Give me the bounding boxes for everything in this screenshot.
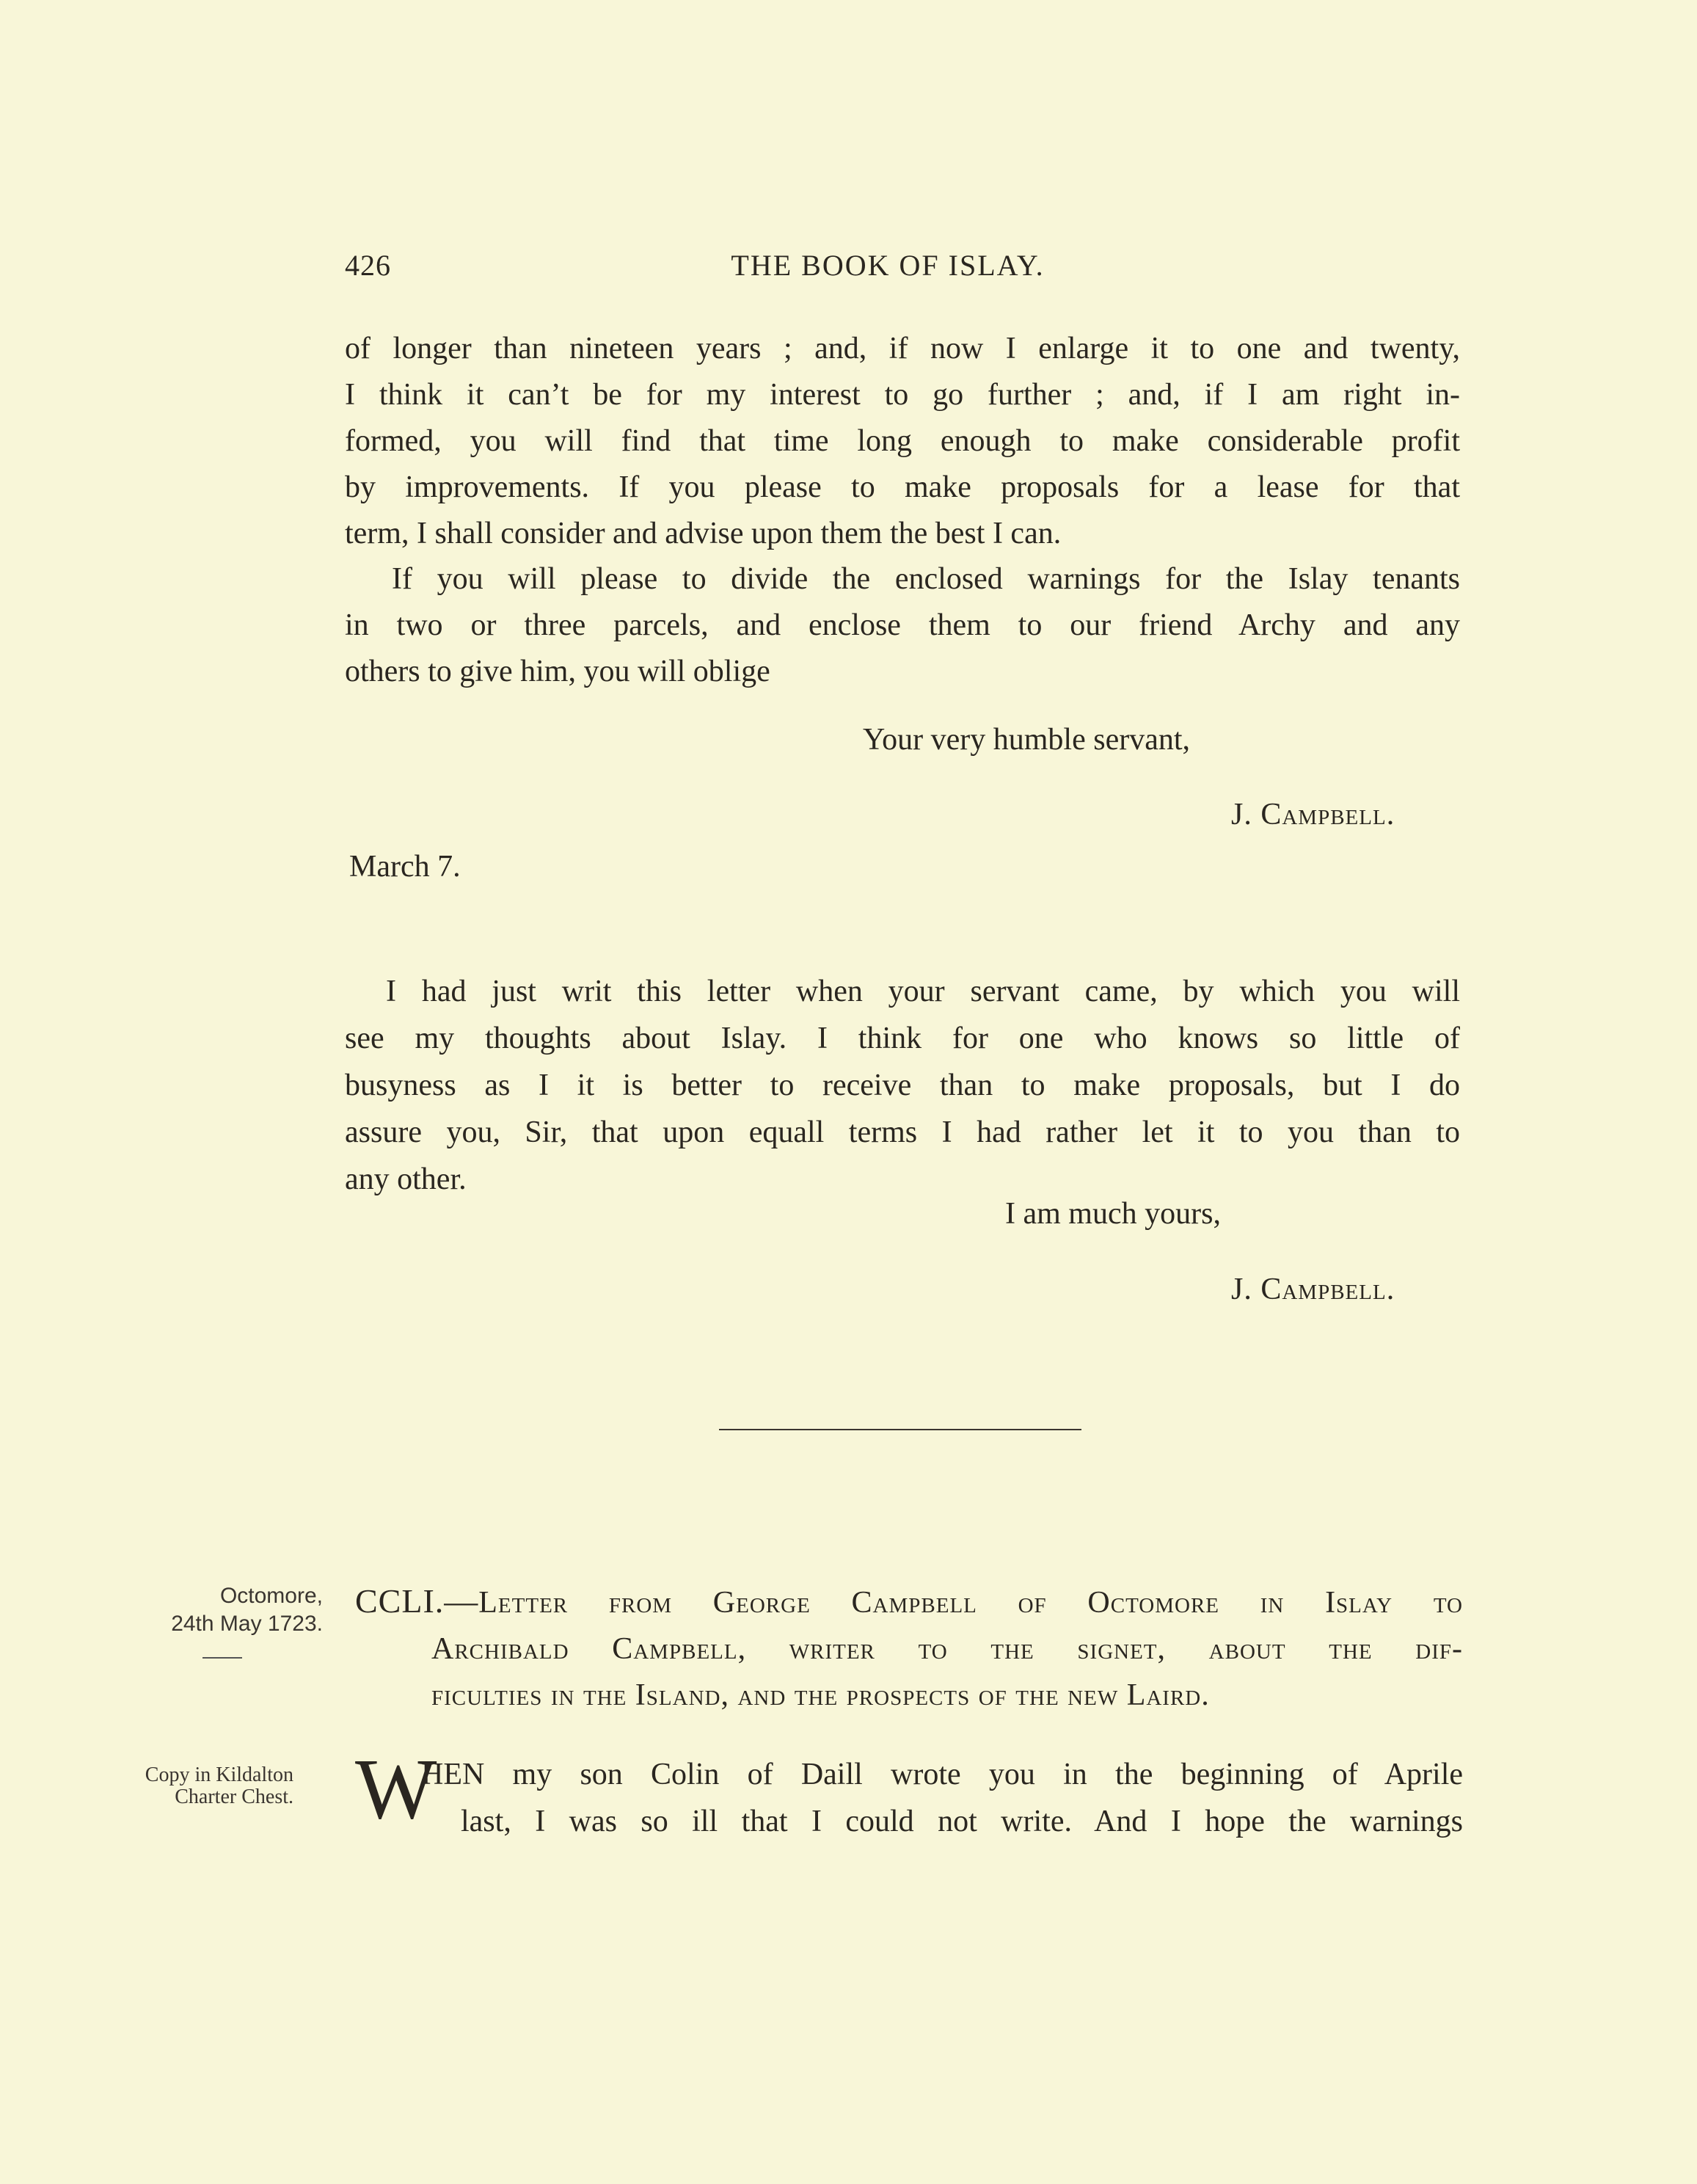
- margin-note-date: [110, 1582, 323, 1666]
- margin-source-line: Copy in Kildalton: [145, 1763, 293, 1786]
- section-heading: [355, 1578, 1463, 1719]
- letter1-closing: Your very humble servant,: [863, 723, 1191, 757]
- drop-cap: W: [355, 1741, 437, 1837]
- text-line: HEN my son Colin of Daill wrote you in the beginning of Aprile: [421, 1758, 1463, 1791]
- text-line: in two or three parcels, and enclose them to our friend Archy and any: [345, 608, 1460, 642]
- running-head: [345, 248, 1431, 289]
- letter2-opening: [355, 1741, 1463, 1845]
- heading-line: ficulties in the Island, and the prospects of the new Laird.: [431, 1678, 1210, 1712]
- text-line: any other.: [345, 1162, 467, 1196]
- margin-note-source: [110, 1764, 293, 1808]
- section-number: CCLI.—: [355, 1582, 479, 1620]
- text-line: others to give him, you will oblige: [345, 655, 770, 688]
- letter1-paragraph2: [345, 556, 1460, 695]
- text-line: If you will please to divide the enclosed warnings for the Islay tenants: [392, 562, 1460, 596]
- text-line: busyness as I it is better to receive than to make proposals, but I do: [345, 1069, 1460, 1102]
- letter1-paragraph1: [345, 326, 1460, 557]
- section-divider: [719, 1429, 1081, 1430]
- text-line: last, I was so ill that I could not write. And I hope the warnings: [461, 1805, 1463, 1838]
- heading-line: [355, 1578, 1463, 1626]
- postscript-paragraph: [345, 969, 1460, 1204]
- margin-place: Octomore,: [219, 1584, 323, 1608]
- text-line: I think it can’t be for my interest to go further ; and, if I am right in-: [345, 378, 1460, 412]
- running-title: THE BOOK OF ISLAY.: [731, 249, 1045, 282]
- text-line: formed, you will find that time long enough to make considerable profit: [345, 424, 1460, 458]
- text-line: of longer than nineteen years ; and, if now I enlarge it to one and twenty,: [345, 332, 1460, 365]
- margin-date: 24th May 1723.: [171, 1612, 323, 1636]
- letter1-signature: J. Campbell.: [1231, 798, 1395, 831]
- postscript-closing: I am much yours,: [1005, 1197, 1221, 1231]
- heading-text: Letter from George Campbell of Octomore in Islay to: [478, 1586, 1463, 1620]
- letter1-date: March 7.: [349, 850, 461, 884]
- page-number: 426: [345, 249, 391, 282]
- text-line: term, I shall consider and advise upon them the best I can.: [345, 517, 1062, 550]
- text-line: I had just writ this letter when your servant came, by which you will: [386, 975, 1460, 1008]
- margin-rule: [110, 1638, 323, 1666]
- heading-line: Archibald Campbell, writer to the signet, about the dif-: [431, 1632, 1463, 1666]
- text-line: assure you, Sir, that upon equall terms I had rather let it to you than to: [345, 1115, 1460, 1149]
- text-line: by improvements. If you please to make proposals for a lease for that: [345, 470, 1460, 504]
- margin-source-line: Charter Chest.: [175, 1786, 293, 1808]
- text-line: see my thoughts about Islay. I think for one who knows so little of: [345, 1022, 1460, 1055]
- postscript-signature: J. Campbell.: [1231, 1273, 1395, 1306]
